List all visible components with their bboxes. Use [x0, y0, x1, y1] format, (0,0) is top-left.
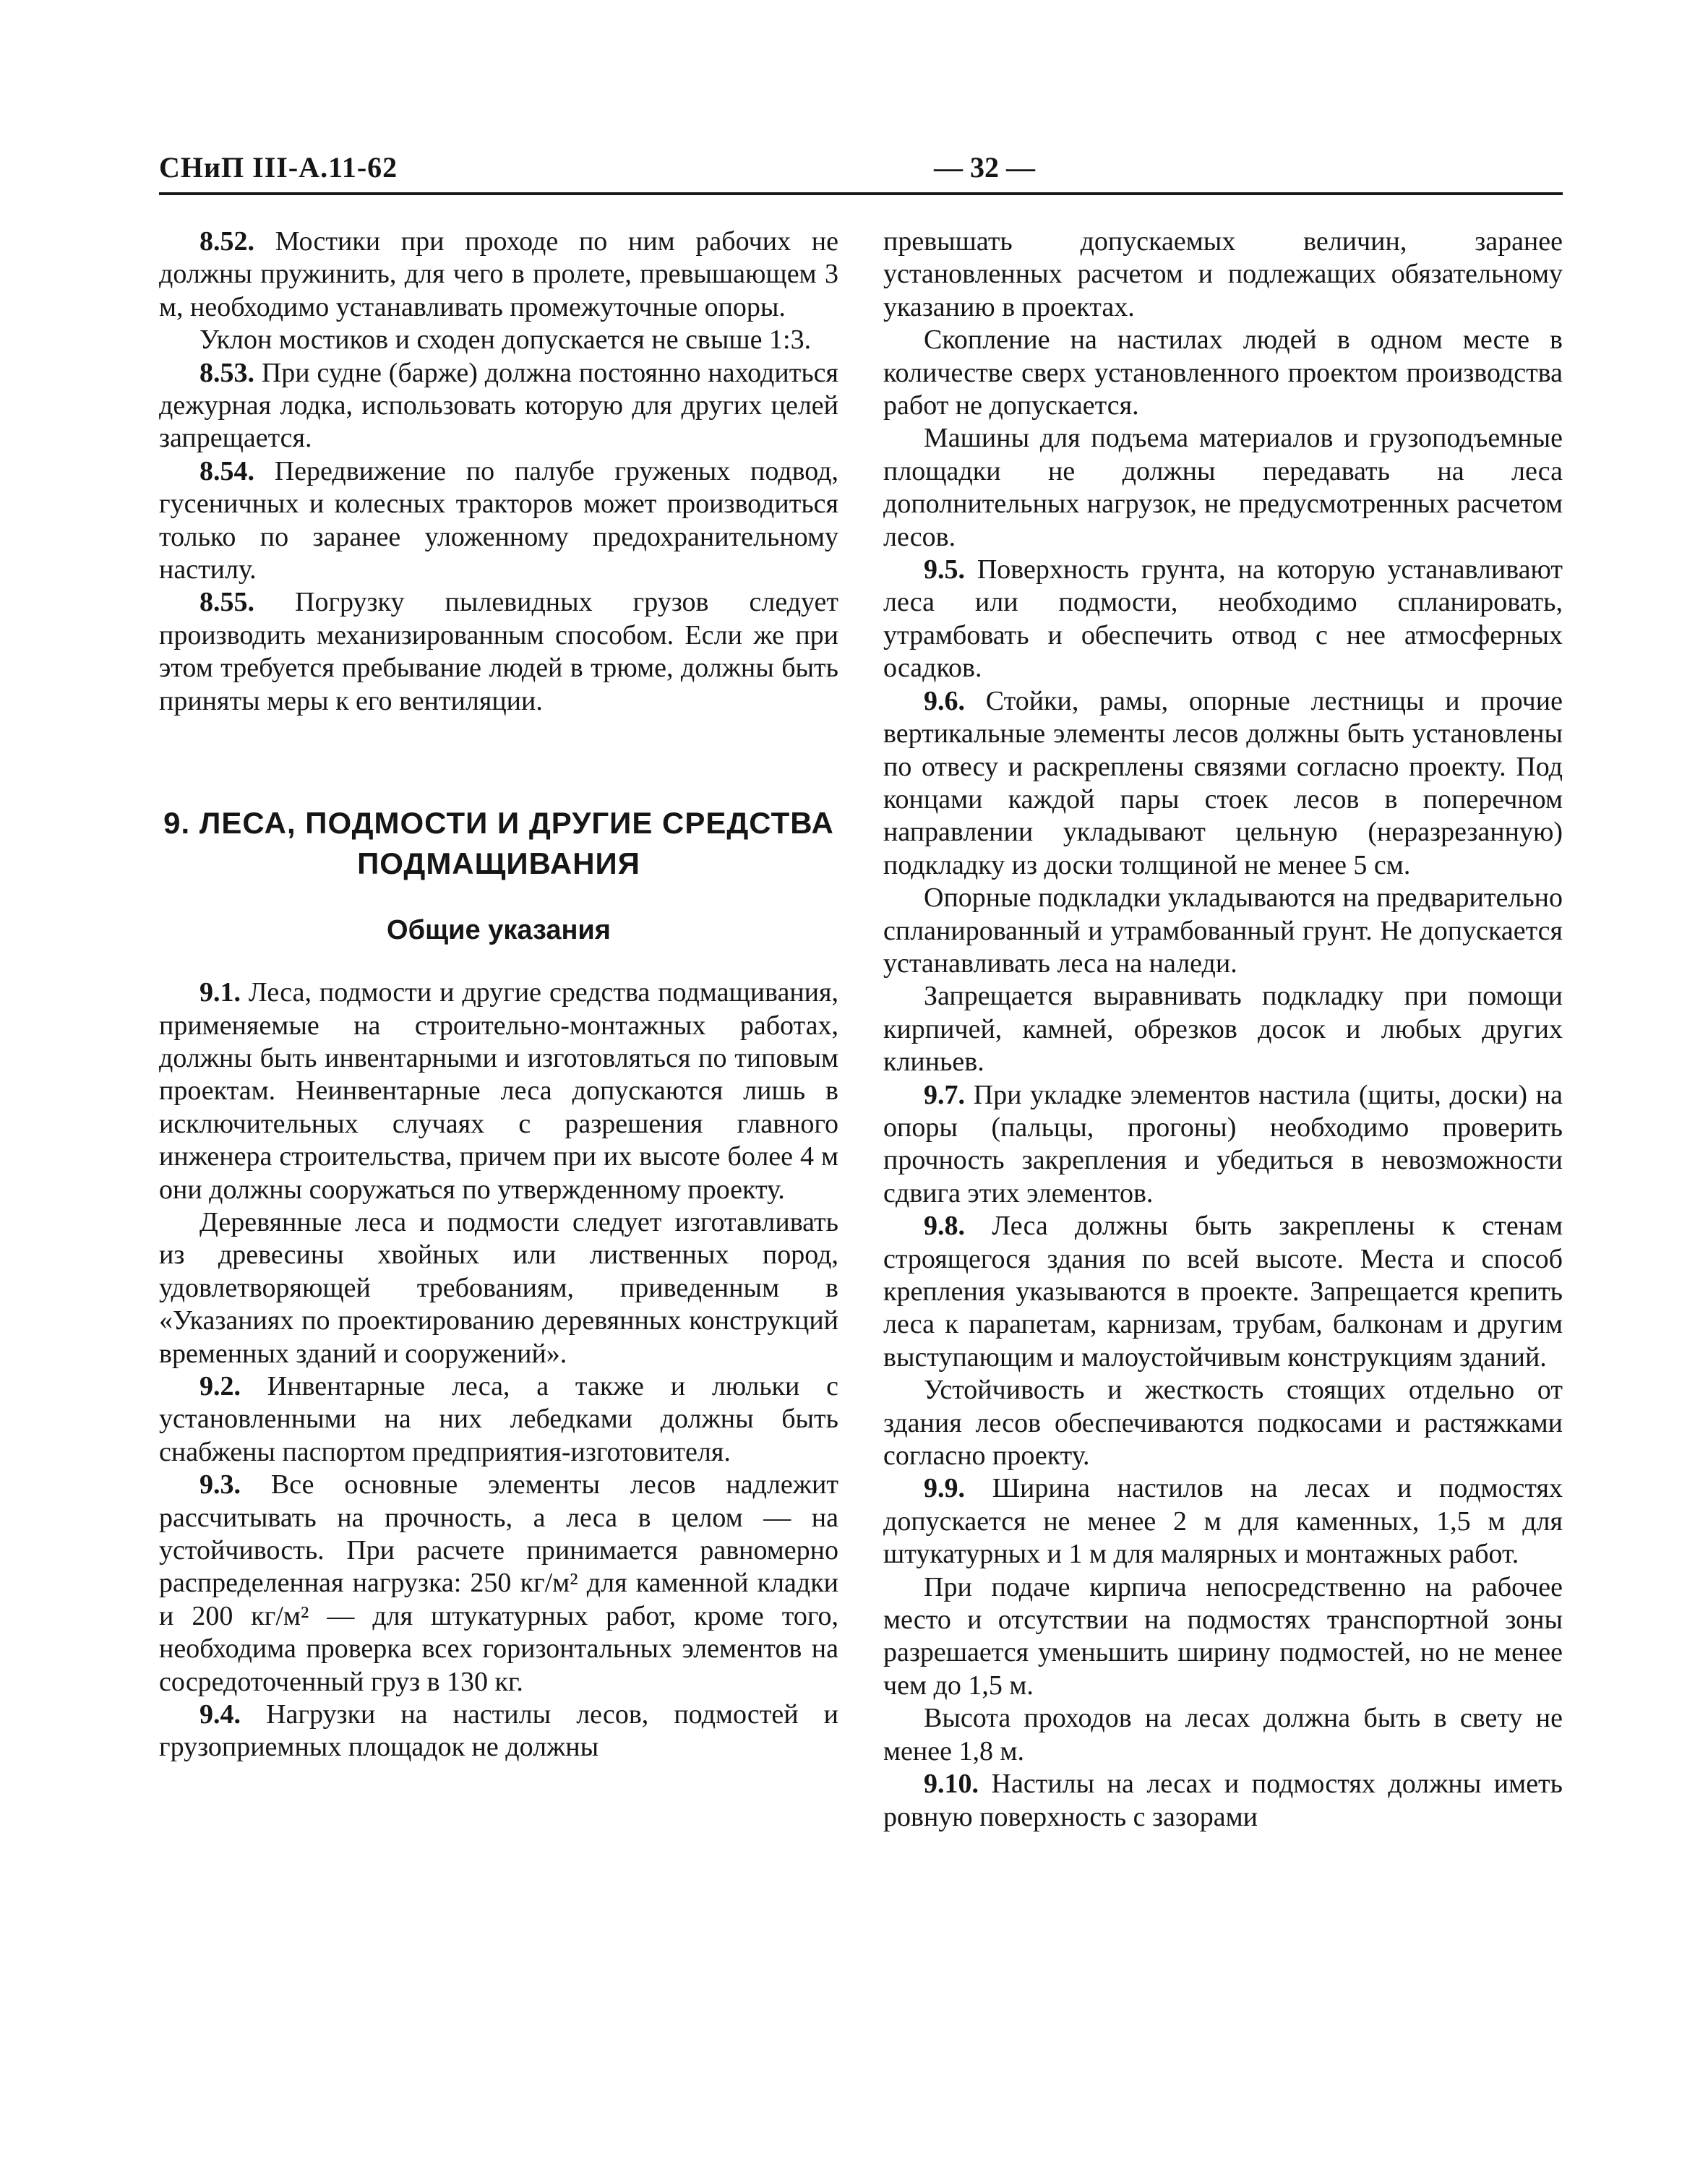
- paragraph-9-7: [883, 1079, 1563, 1211]
- paragraph-9-8: [883, 1210, 1563, 1374]
- clause-number: 9.10.: [924, 1769, 979, 1800]
- paragraph-text: Настилы на лесах и подмостях должны иметь ровную поверхность с зазорами: [883, 1769, 1563, 1832]
- clause-number: 9.7.: [924, 1079, 965, 1110]
- clause-number: 9.8.: [924, 1211, 965, 1242]
- clause-number: 9.9.: [924, 1473, 965, 1504]
- paragraph-8-54: [159, 455, 838, 587]
- paragraph-text: Все основные элементы лесов надлежит рассчитывать на прочность, а леса в целом — на устойчивость. При расчете принимается равномерно распределенная нагрузка: 250 кг/м² для каменной кладки и 200 кг/м² — для штукатурных работ, кроме того, необходима проверка всех горизонтальных элементов на сосредоточенный груз в 130 кг.: [159, 1469, 838, 1697]
- paragraph-text: Погрузку пылевидных грузов следует производить механизированным способом. Если же при этом требуется пребывание людей в трюме, должны быть приняты меры к его вентиляции.: [159, 587, 838, 716]
- paragraph: Скопление на настилах людей в одном месте в количестве сверх установленного проектом производства работ не допускается.: [883, 325, 1563, 421]
- right-column: [883, 226, 1563, 1834]
- paragraph-text: При судне (барже) должна постоянно находиться дежурная лодка, использовать которую для других целей запрещается.: [159, 357, 838, 454]
- paragraph-text: Леса, подмости и другие средства подмащивания, применяемые на строительно-монтажных работах, должны быть инвентарными и изготовляться по типовым проектам. Неинвентарные леса допускаются лишь в исключительных случаях с разрешения главного инженера строительства, причем при их высоте более 4 м они должны сооружаться по утвержденному проекту.: [159, 977, 838, 1205]
- paragraph: Опорные подкладки укладываются на предварительно спланированный и утрамбованный грунт. Не допускается устанавливать леса на наледи.: [883, 883, 1563, 979]
- paragraph-8-53: [159, 357, 838, 455]
- clause-number: 8.54.: [199, 455, 254, 486]
- paragraph-9-4: [159, 1699, 838, 1764]
- page-number: — 32 —: [934, 151, 1035, 184]
- paragraph-8-55: [159, 586, 838, 718]
- paragraph-9-3: [159, 1469, 838, 1699]
- clause-number: 9.1.: [199, 977, 241, 1008]
- clause-number: 9.6.: [924, 685, 965, 716]
- subsection-title: Общие указания: [387, 915, 611, 946]
- page-header: [159, 145, 1563, 189]
- paragraph-9-9: [883, 1472, 1563, 1571]
- paragraph: Машины для подъема материалов и грузоподъемные площадки не должны передавать на леса дополнительных нагрузок, не предусмотренных расчетом лесов.: [883, 423, 1563, 552]
- clause-number: 8.53.: [199, 357, 254, 388]
- paragraph-text: Передвижение по палубе груженых подвод, гусеничных и колесных тракторов может производиться только по заранее уложенному предохранительному настилу.: [159, 455, 838, 585]
- clause-number: 9.2.: [199, 1370, 241, 1401]
- document-code: СНиП III-А.11-62: [159, 151, 398, 184]
- paragraph-text: Ширина настилов на лесах и подмостях допускается не менее 2 м для каменных, 1,5 м для штукатурных и 1 м для малярных и монтажных работ.: [883, 1473, 1563, 1570]
- paragraph-text: Стойки, рамы, опорные лестницы и прочие вертикальные элементы лесов должны быть установлены по отвесу и раскреплены связями согласно проекту. Под концами каждой пары стоек лесов в поперечном направлении укладывают цельную (неразрезанную) подкладку из доски толщиной не менее 5 см.: [883, 685, 1563, 880]
- clause-number: 9.4.: [199, 1699, 241, 1730]
- paragraph: Запрещается выравнивать подкладку при помощи кирпичей, камней, обрезков досок и любых других клиньев.: [883, 981, 1563, 1078]
- header-divider: [159, 192, 1563, 195]
- paragraph-text: Поверхность грунта, на которую устанавливают леса или подмости, необходимо спланировать, утрамбовать и обеспечить отвод с нее атмосферных осадков.: [883, 554, 1563, 684]
- clause-number: 9.5.: [924, 554, 965, 585]
- paragraph-9-6: [883, 685, 1563, 882]
- paragraph-9-2: [159, 1370, 838, 1469]
- paragraph: Уклон мостиков и сходен допускается не свыше 1:3.: [199, 325, 812, 356]
- paragraph: Высота проходов на лесах должна быть в свету не менее 1,8 м.: [883, 1703, 1563, 1766]
- paragraph-9-5: [883, 554, 1563, 685]
- paragraph-9-10: [883, 1768, 1563, 1834]
- paragraph-text: Инвентарные леса, а также и люльки с установленными на них лебедками должны быть снабжены паспортом предприятия-изготовителя.: [159, 1370, 838, 1467]
- paragraph-text: При укладке элементов настила (щиты, доски) на опоры (пальцы, прогоны) необходимо проверить прочность закрепления и убедиться в невозможности сдвига этих элементов.: [883, 1079, 1563, 1208]
- left-column: [159, 226, 838, 1764]
- paragraph-8-52: [159, 226, 838, 324]
- clause-number: 8.52.: [199, 226, 254, 257]
- clause-number: 9.3.: [199, 1469, 241, 1500]
- section-title: 9. ЛЕСА, ПОДМОСТИ И ДРУГИЕ СРЕДСТВА ПОДМАЩИВАНИЯ: [163, 806, 834, 881]
- paragraph: При подаче кирпича непосредственно на рабочее место и отсутствии на подмостях транспортной зоны разрешается уменьшить ширину подмостей, но не менее чем до 1,5 м.: [883, 1571, 1563, 1701]
- paragraph-text: Нагрузки на настилы лесов, подмостей и грузоприемных площадок не должны: [159, 1699, 838, 1763]
- paragraph-9-4-continued: превышать допускаемых величин, заранее установленных расчетом и подлежащих обязательному указанию в проектах.: [883, 226, 1563, 322]
- paragraph: Деревянные леса и подмости следует изготавливать из древесины хвойных или лиственных пород, удовлетворяющей требованиям, приведенным в «Указаниях по проектированию деревянных конструкций временных зданий и сооружений».: [159, 1206, 838, 1369]
- paragraph-9-1: [159, 976, 838, 1206]
- clause-number: 8.55.: [199, 587, 254, 618]
- paragraph-text: Мостики при проходе по ним рабочих не должны пружинить, для чего в пролете, превышающем 3 м, необходимо устанавливать промежуточные опоры.: [159, 226, 838, 322]
- paragraph: Устойчивость и жесткость стоящих отдельно от здания лесов обеспечиваются подкосами и растяжками согласно проекту.: [883, 1375, 1563, 1472]
- paragraph-text: Леса должны быть закреплены к стенам строящегося здания по всей высоте. Места и способ крепления указываются в проекте. Запрещается крепить леса к парапетам, карнизам, трубам, балконам и другим выступающим и малоустойчивым конструкциям зданий.: [883, 1211, 1563, 1373]
